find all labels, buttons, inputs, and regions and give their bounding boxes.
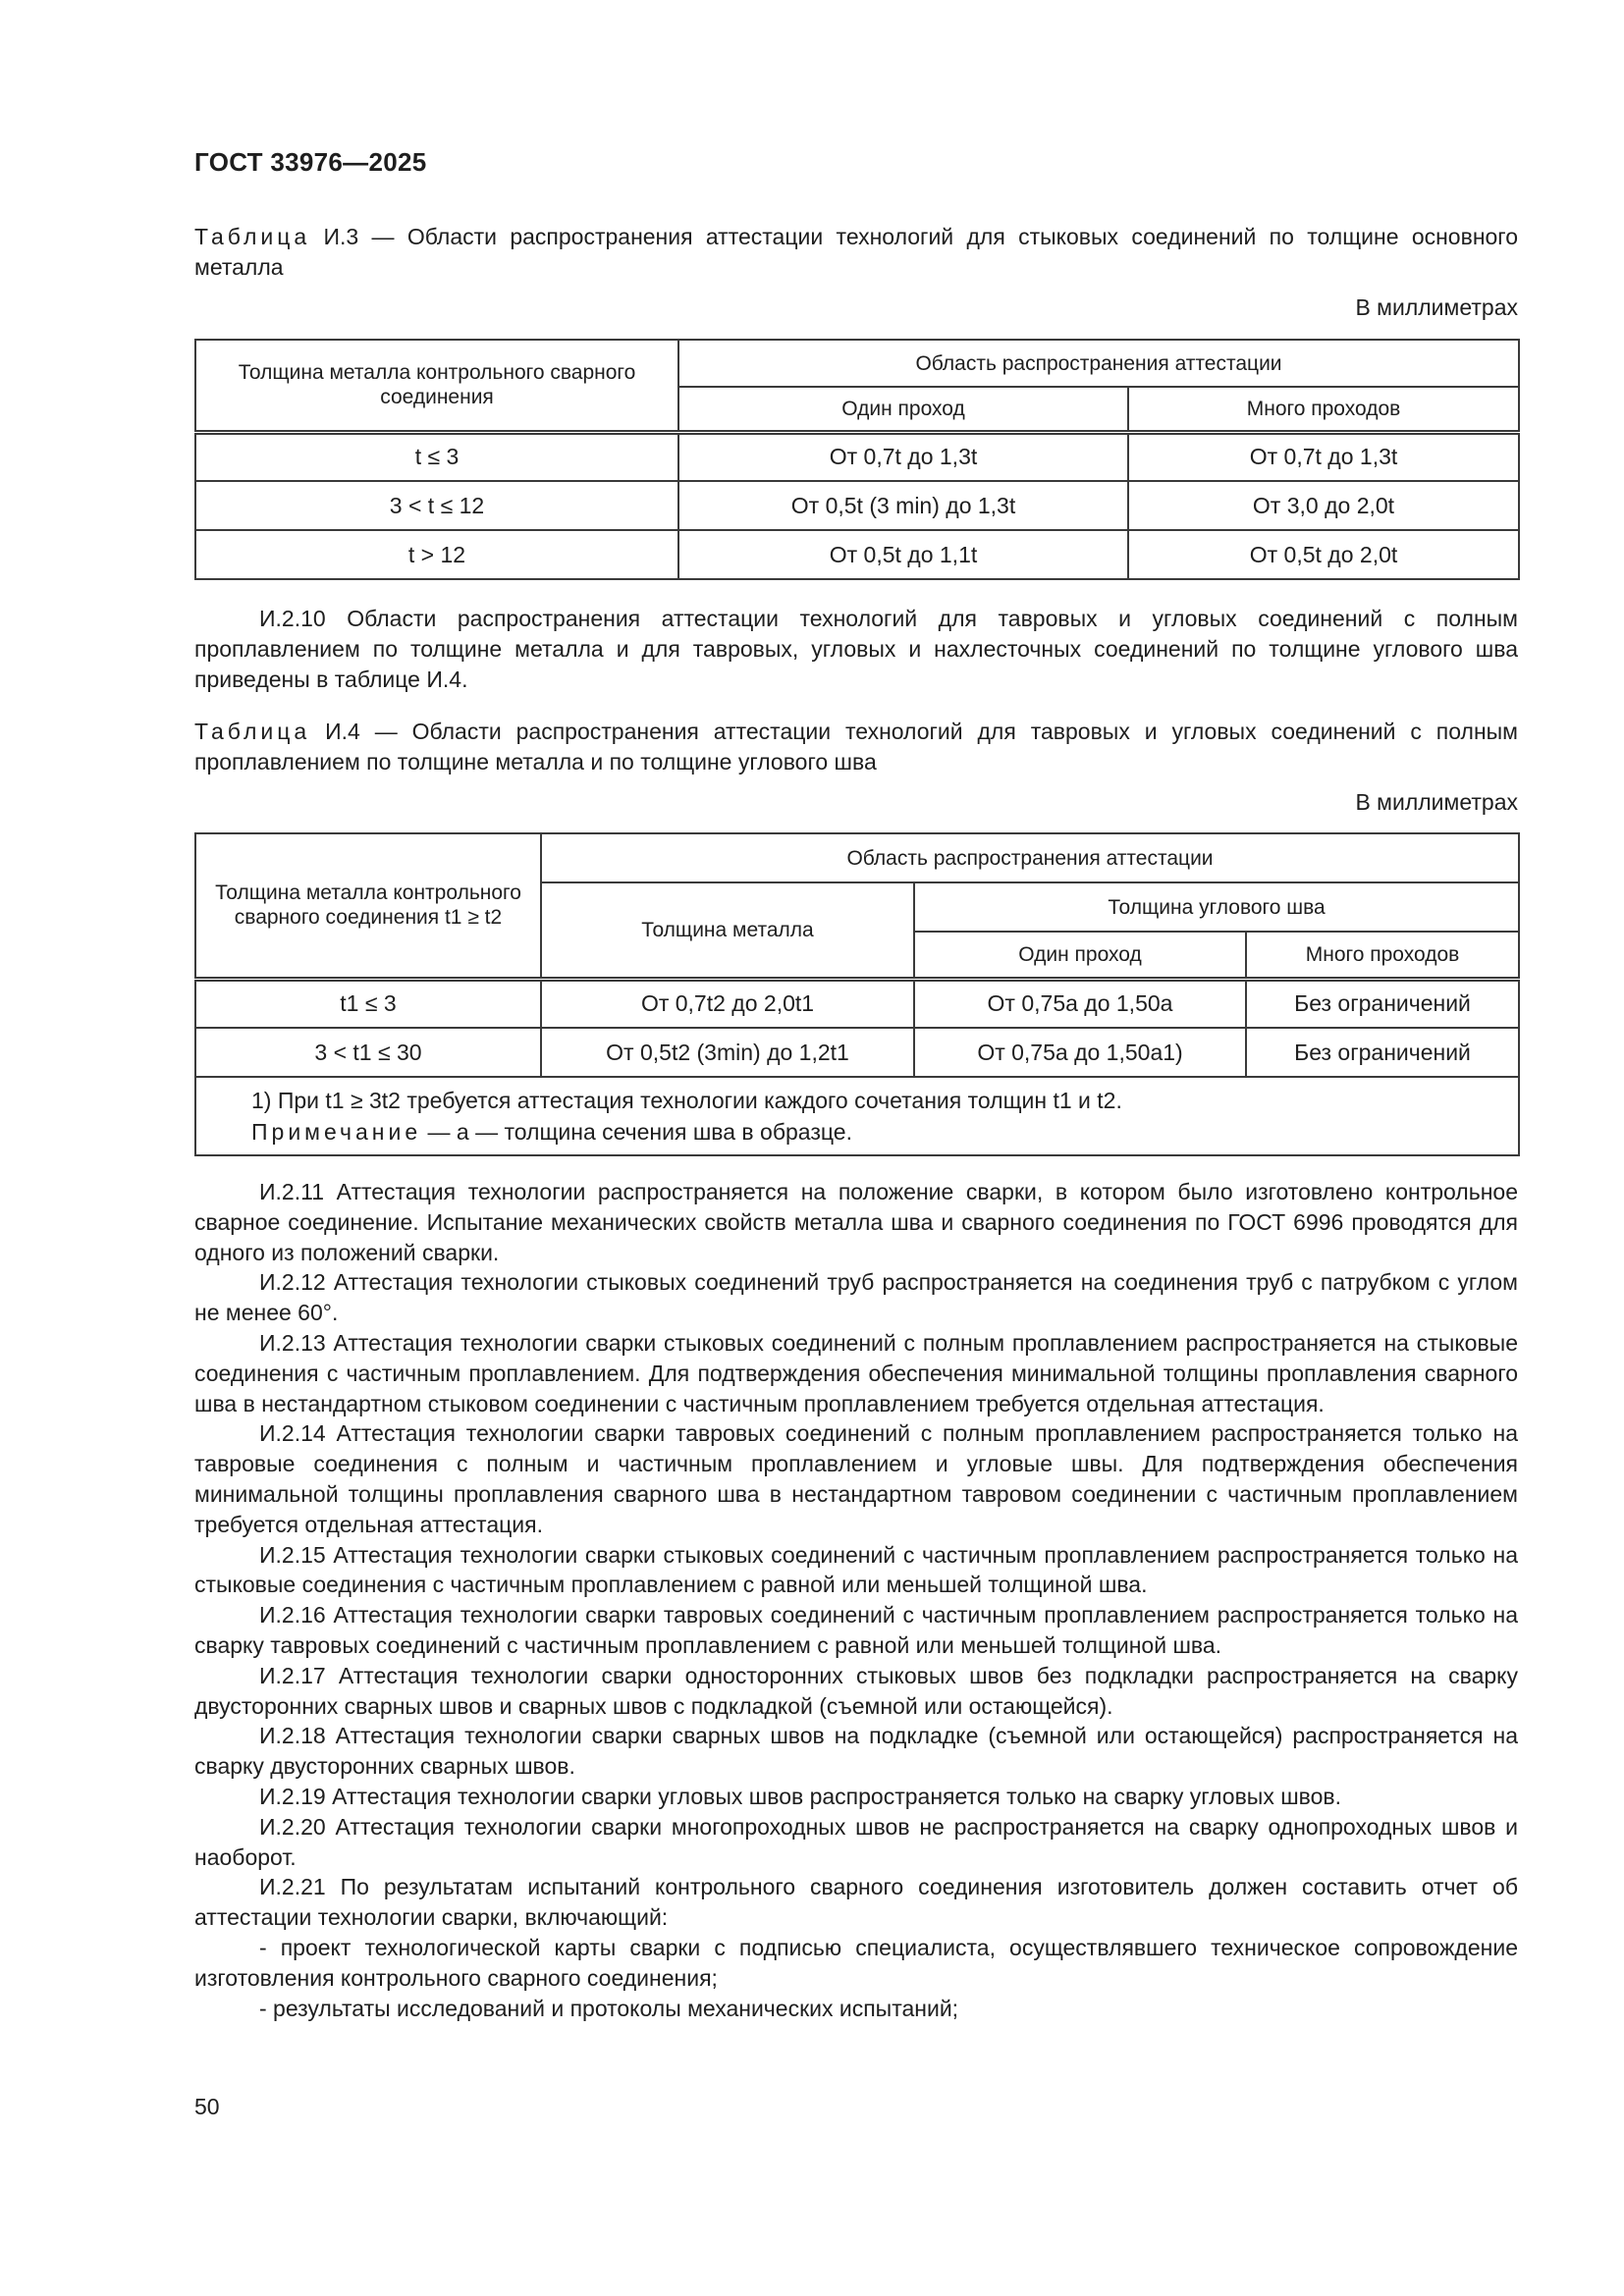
table3-cell: От 0,5t до 2,0t — [1128, 530, 1519, 579]
table-row — [195, 979, 1519, 1028]
table-row — [195, 1028, 1519, 1077]
paragraph: И.2.20 Аттестация технологии сварки многопроходных швов не распространяется на сварку однопроходных швов и наоборот. — [194, 1813, 1518, 1870]
table-row — [195, 432, 1519, 481]
table4-header-metal: Толщина металла — [541, 882, 914, 979]
standard-header: ГОСТ 33976—2025 — [194, 147, 427, 177]
list-item: - результаты исследований и протоколы механических испытаний; — [259, 1995, 959, 2021]
table3-caption-text: И.3 — Области распространения аттестации технологий для стыковых соединений по толщине основного металла — [194, 224, 1518, 280]
table3-header-one-pass: Один проход — [678, 387, 1128, 432]
table4-cell: 3 < t1 ≤ 30 — [195, 1028, 541, 1077]
body-paragraphs — [194, 1177, 1518, 2023]
paragraph: И.2.18 Аттестация технологии сварки сварных швов на подкладке (съемной или остающейся) распространяется на сварку двусторонних сварных швов. — [194, 1723, 1518, 1780]
table4-note — [251, 1116, 1463, 1148]
paragraph-2-10 — [194, 604, 1518, 694]
table3-header-scope: Область распространения аттестации — [678, 340, 1519, 387]
table4-note-word: Примечание — [251, 1119, 422, 1145]
table4-cell: От 0,7t2 до 2,0t1 — [541, 979, 914, 1028]
paragraph: И.2.21 По результатам испытаний контрольного сварного соединения изготовитель должен составить отчет об аттестации технологии сварки, включающий: — [194, 1874, 1518, 1931]
table-row — [195, 530, 1519, 579]
table4-footnote: 1) При t1 ≥ 3t2 требуется аттестация технологии каждого сочетания толщин t1 и t2. — [251, 1088, 1122, 1113]
table3 — [194, 339, 1520, 580]
table3-units: В миллиметрах — [1355, 294, 1518, 320]
page-number: 50 — [194, 2094, 220, 2119]
table4-header-thickness: Толщина металла контрольного сварного соединения t1 ≥ t2 — [195, 833, 541, 979]
table3-cell: От 3,0 до 2,0t — [1128, 481, 1519, 530]
table4-cell: Без ограничений — [1246, 1028, 1519, 1077]
table3-cell: От 0,7t до 1,3t — [678, 432, 1128, 481]
table4-header-multi-pass: Много проходов — [1246, 932, 1519, 979]
table4-notes — [195, 1077, 1519, 1155]
paragraph: И.2.16 Аттестация технологии сварки тавровых соединений с частичным проплавлением распространяется только на сварку тавровых соединений с частичным проплавлением с равной или меньшей толщиной шва. — [194, 1602, 1518, 1658]
paragraph: И.2.13 Аттестация технологии сварки стыковых соединений с полным проплавлением распространяется на стыковые соединения с частичным проплавлением. Для подтверждения обеспечения минимальной толщины проплавления сварного шва в нестандартном стыковом соединении с частичным проплавлением требуется отдельная аттестация. — [194, 1329, 1518, 1416]
table4 — [194, 832, 1520, 1156]
table3-cell: t > 12 — [195, 530, 678, 579]
table3-cell: От 0,5t (3 min) до 1,3t — [678, 481, 1128, 530]
paragraph: И.2.19 Аттестация технологии сварки угловых швов распространяется только на сварку угловых швов. — [259, 1783, 1342, 1809]
table4-note-text: — a — толщина сечения шва в образце. — [421, 1119, 852, 1145]
paragraph: И.2.11 Аттестация технологии распространяется на положение сварки, в котором было изготовлено контрольное сварное соединение. Испытание механических свойств металла шва и сварного соединения по ГОСТ 6996 проводятся для одного из положений сварки. — [194, 1179, 1518, 1265]
paragraph: И.2.14 Аттестация технологии сварки тавровых соединений с полным проплавлением распространяется только на тавровые соединения с полным и частичным проплавлением и угловые швы. Для подтверждения обеспечения минимальной толщины проплавления сварного шва в нестандартном тавровом соединении с частичным проплавлением требуется отдельная аттестация. — [194, 1420, 1518, 1537]
table3-cell: 3 < t ≤ 12 — [195, 481, 678, 530]
paragraph: И.2.10 Области распространения аттестации технологий для тавровых и угловых соединений с полным проплавлением по толщине металла и для тавровых, угловых и нахлесточных соединений по толщине углового шва приведены в таблице И.4. — [194, 606, 1518, 692]
table4-header-scope: Область распространения аттестации — [541, 833, 1519, 882]
table3-cell: От 0,5t до 1,1t — [678, 530, 1128, 579]
table4-cell: Без ограничений — [1246, 979, 1519, 1028]
table3-header-multi-pass: Много проходов — [1128, 387, 1519, 432]
table4-header-fillet: Толщина углового шва — [914, 882, 1519, 932]
paragraph: И.2.17 Аттестация технологии сварки односторонних стыковых швов без подкладки распространяется на сварку двусторонних сварных швов и сварных швов с подкладкой (съемной или остающейся). — [194, 1662, 1518, 1719]
table4-caption-text: И.4 — Области распространения аттестации технологий для тавровых и угловых соединений с полным проплавлением по толщине металла и по толщине углового шва — [194, 719, 1518, 774]
table3-header-thickness: Толщина металла контрольного сварного соединения — [195, 340, 678, 432]
table4-header-one-pass: Один проход — [914, 932, 1246, 979]
list-item: - проект технологической карты сварки с подписью специалиста, осуществлявшего техническое сопровождение изготовления контрольного сварного соединения; — [194, 1934, 1518, 1991]
table3-caption-word: Таблица — [194, 224, 311, 249]
table4-cell: От 0,75a до 1,50a — [914, 979, 1246, 1028]
table4-caption-word: Таблица — [194, 719, 311, 744]
paragraph: И.2.12 Аттестация технологии стыковых соединений труб распространяется на соединения труб с патрубком с углом не менее 60°. — [194, 1269, 1518, 1326]
table3-cell: t ≤ 3 — [195, 432, 678, 481]
table3-caption — [194, 222, 1518, 283]
table4-cell: t1 ≤ 3 — [195, 979, 541, 1028]
paragraph: И.2.15 Аттестация технологии сварки стыковых соединений с частичным проплавлением распространяется только на стыковые соединения с частичным проплавлением с равной или меньшей толщиной шва. — [194, 1541, 1518, 1598]
table4-units: В миллиметрах — [1355, 789, 1518, 815]
table4-caption — [194, 717, 1518, 777]
table4-cell: От 0,75a до 1,50a1) — [914, 1028, 1246, 1077]
table-row — [195, 481, 1519, 530]
table4-cell: От 0,5t2 (3min) до 1,2t1 — [541, 1028, 914, 1077]
table3-cell: От 0,7t до 1,3t — [1128, 432, 1519, 481]
